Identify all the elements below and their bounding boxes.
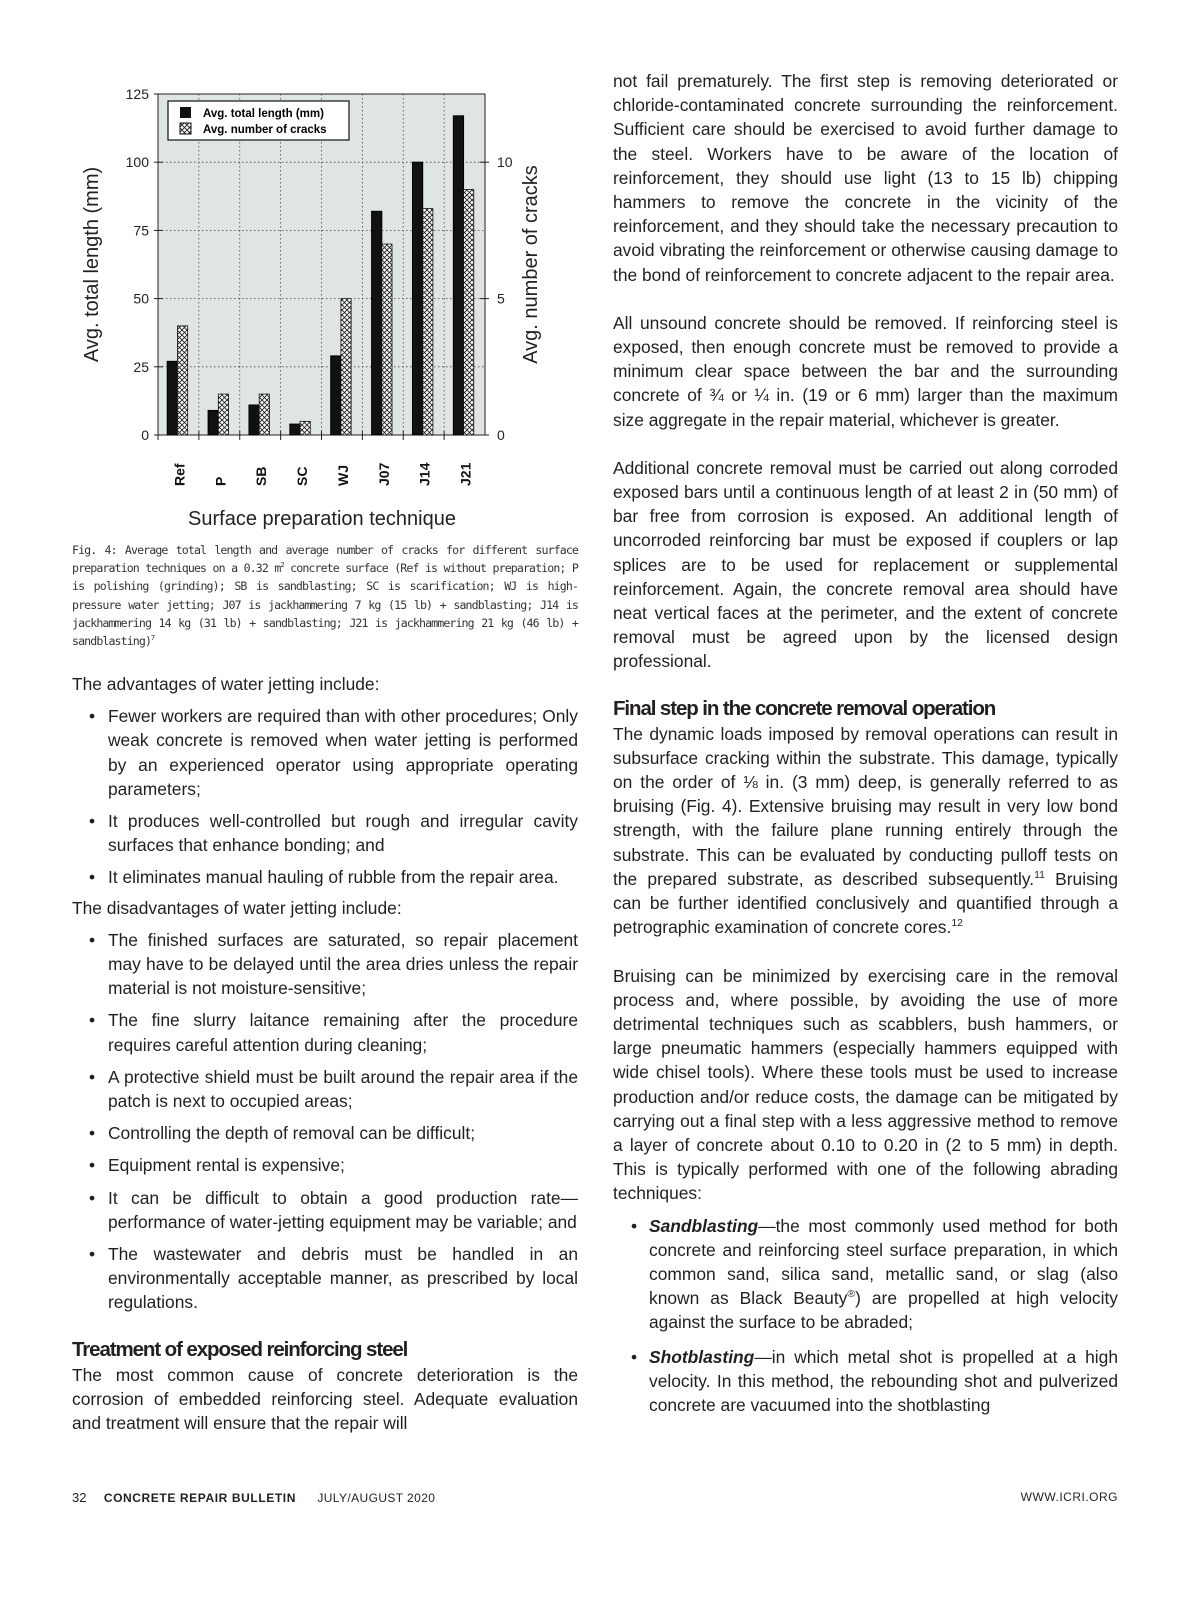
term: Shotblasting [649, 1346, 755, 1367]
list-item: • The finished surfaces are saturated, so repair placement may have to be delayed until the area dries unless the repair material is not moisture-sensitive; [72, 928, 578, 1001]
list-item: • It eliminates manual hauling of rubble from the repair area. [72, 865, 578, 889]
publication-name: CONCRETE REPAIR BULLETIN [103, 1491, 296, 1505]
section-heading: Treatment of exposed reinforcing steel [72, 1337, 408, 1361]
reference-number: 12 [951, 918, 963, 930]
paragraph-text: Bruising can be further identified conclusively and quantified through a petrographic examination of concrete cores. [613, 868, 1118, 938]
caption-text: concrete surface (Ref is without preparation; P is polishing (grinding); SB is sandblasting; SC is scarification; WJ is high-pressure water jetting; J07 is jackhammering 7 kg (15 lb) + sandblasting; J14 is jackhammering 14 kg (31 lb) + sandblasting; J21 is jackhammering 21 kg (46 lb) + sandblasting) [72, 561, 578, 649]
x-tick-label: P [212, 476, 229, 486]
issue-date: JULY/AUGUST 2020 [317, 1491, 436, 1505]
bar-total-length [453, 116, 463, 435]
caption-sup: 2 [280, 561, 284, 570]
x-tick-label: Ref [171, 463, 188, 486]
bar-total-length [208, 410, 218, 435]
website: WWW.ICRI.ORG [1020, 1490, 1118, 1504]
bar-number-of-cracks [382, 244, 392, 435]
abrading-techniques-list [613, 1214, 1118, 1418]
x-tick-label: J14 [416, 462, 433, 486]
plot-area [158, 94, 485, 435]
bar-total-length [167, 361, 177, 435]
left-column [72, 672, 578, 1435]
y-tick-label: 50 [133, 290, 149, 307]
list-item: • Controlling the depth of removal can be difficult; [72, 1121, 578, 1145]
list-text: ) are propelled at high velocity against the surface to be abraded; [649, 1288, 1118, 1333]
page-footer [72, 1490, 1118, 1505]
y-tick-label: 75 [133, 222, 149, 239]
list-item: • It produces well-controlled but rough and irregular cavity surfaces that enhance bonding; and [72, 809, 578, 857]
reference-number: 11 [1034, 870, 1045, 882]
paragraph: not fail prematurely. The first step is removing deteriorated or chloride-contaminated concrete surrounding the reinforcement. Sufficient care should be exercised to avoid further damage to the steel. Workers have to be aware of the location of reinforcement, they should use light (13 to 15 lb) chipping hammers to remove the concrete in the vicinity of the reinforcement, and they should take the necessary precaution to avoid vibrating the reinforcement or otherwise causing damage to the bond of reinforcement to concrete adjacent to the repair area. [613, 71, 1118, 285]
x-tick-label: SC [294, 466, 311, 486]
x-axis-title: Surface preparation technique [188, 508, 456, 530]
list-item [613, 1345, 1118, 1418]
bar-number-of-cracks [218, 394, 228, 435]
x-tick-label: WJ [334, 465, 351, 486]
bar-total-length [372, 211, 382, 435]
paragraph-text: The dynamic loads imposed by removal operations can result in subsurface cracking within the substrate. This damage, typically on the order of ⅛ in. (3 mm) deep, is generally referred to as bruising (Fig. 4). Extensive bruising may result in very low bond strength, with the failure plane running entirely through the substrate. This can be evaluated by conducting pulloff tests on the prepared substrate, as described subsequently. [613, 723, 1118, 889]
paragraph: The most common cause of concrete deterioration is the corrosion of embedded reinforcing steel. Adequate evaluation and treatment will ensure that the repair will [72, 1364, 578, 1434]
advantages-list [72, 704, 578, 889]
bar-number-of-cracks [464, 189, 474, 435]
bar-total-length [412, 162, 422, 435]
x-tick-label: SB [253, 466, 270, 486]
paragraph [613, 722, 1118, 940]
paragraph: Additional concrete removal must be carried out along corroded exposed bars until a continuous length of at least 2 in (50 mm) of bar free from corrosion is exposed. An additional length of uncorroded reinforcing bar must be exposed if couplers or lap splices are to be used for replacement or supplemental reinforcement. Again, the concrete removal area should have neat vertical faces at the perimeter, and the extent of concrete removal must be agreed upon by the licensed design professional. [613, 457, 1118, 672]
bar-total-length [331, 356, 341, 435]
y-tick-label: 0 [141, 427, 149, 443]
right-column [613, 69, 1118, 1417]
bar-number-of-cracks [300, 421, 310, 435]
y2-tick-label: 10 [497, 154, 513, 171]
legend-label: Avg. number of cracks [203, 124, 327, 136]
bar-number-of-cracks [423, 209, 433, 435]
y2-tick-label: 5 [497, 290, 505, 307]
paragraph: All unsound concrete should be removed. If reinforcing steel is exposed, then enough concrete must be removed to provide a minimum clear space between the bar and the surrounding concrete of ¾ or ¼ in. (19 or 6 mm) larger than the maximum size aggregate in the repair material, whichever is greater. [613, 312, 1118, 430]
bar-number-of-cracks [341, 299, 351, 435]
registered-mark: ® [847, 1289, 856, 1301]
advantages-intro: The advantages of water jetting include: [72, 674, 380, 694]
bar-chart [72, 70, 542, 540]
y2-tick-label: 0 [497, 427, 505, 443]
list-item: • It can be difficult to obtain a good production rate—performance of water-jetting equipment may be variable; and [72, 1186, 578, 1234]
caption-text: Fig. 4: Average total length and average number of cracks for different surface preparation techniques on a 0.32 m [72, 543, 578, 576]
legend-label: Avg. total length (mm) [203, 108, 324, 120]
legend-swatch-cracks [180, 123, 191, 134]
bar-number-of-cracks [259, 394, 269, 435]
list-item [613, 1214, 1118, 1335]
y-tick-label: 100 [125, 154, 149, 171]
list-text: —in which metal shot is propelled at a high velocity. In this method, the rebounding shot and pulverized concrete are vacuumed into the shotblasting [649, 1346, 1118, 1415]
disadvantages-list [72, 928, 578, 1315]
list-item: • Fewer workers are required than with other procedures; Only weak concrete is removed when water jetting is performed by an experienced operator using appropriate operating parameters; [72, 704, 578, 801]
y2-axis-title: Avg. number of cracks [520, 165, 542, 364]
list-item: • Equipment rental is expensive; [72, 1153, 578, 1177]
y-tick-label: 125 [125, 86, 149, 102]
list-text: —the most commonly used method for both concrete and reinforcing steel surface preparation, in which common sand, silica sand, metallic sand, or slag (also known as Black Beauty [649, 1215, 1118, 1309]
paragraph: Bruising can be minimized by exercising care in the removal process and, where possible, by avoiding the use of more detrimental techniques such as scabblers, bush hammers, or large pneumatic hammers (especially hammers equipped with wide chisel tools). Where these tools must be used to increase production and/or reduce costs, the damage can be mitigated by carrying out a final step with a less aggressive method to remove a layer of concrete about 0.10 to 0.20 in (2 to 5 mm) in depth. This is typically performed with one of the following abrading techniques: [613, 965, 1118, 1204]
x-tick-label: J21 [457, 462, 474, 486]
caption-ref: 7 [151, 634, 155, 643]
x-tick-label: J07 [375, 462, 392, 486]
term: Sandblasting [649, 1215, 759, 1236]
list-item: • The fine slurry laitance remaining after the procedure requires careful attention during cleaning; [72, 1008, 578, 1056]
legend-swatch-length [180, 107, 191, 118]
bar-total-length [290, 424, 300, 435]
bar-number-of-cracks [177, 326, 187, 435]
y-tick-label: 25 [133, 358, 149, 375]
y-axis-title: Avg. total length (mm) [81, 166, 103, 363]
section-heading: Final step in the concrete removal operation [613, 696, 996, 720]
list-item: • The wastewater and debris must be handled in an environmentally acceptable manner, as prescribed by local regulations. [72, 1242, 578, 1315]
bar-total-length [249, 405, 259, 435]
page-number: 32 [72, 1490, 87, 1505]
figure-caption [72, 541, 578, 650]
disadvantages-intro: The disadvantages of water jetting include: [72, 897, 402, 918]
list-item: • A protective shield must be built around the repair area if the patch is next to occupied areas; [72, 1065, 578, 1113]
